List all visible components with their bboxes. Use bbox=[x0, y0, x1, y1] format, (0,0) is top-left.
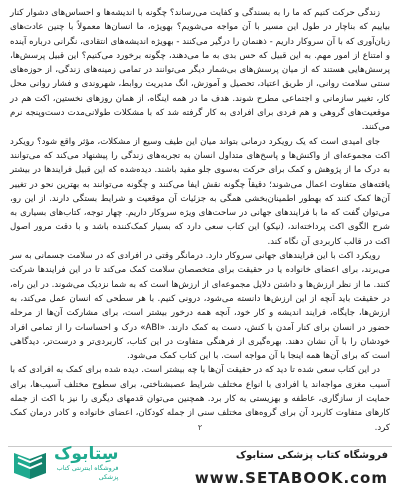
setabook-logo[interactable] bbox=[10, 438, 118, 488]
paragraph-4: در این کتاب سعی شده تا دید که در حقیقت آن‌ها با چه بیشتر است. دیده شده برای کمک به افرادی که با آسیب مغزی مواجه‌اند یا افرادی با انواع مختلف شرایط عصبشناختی، برای سطوح مختلف آسیب‌ها، برای حمایت از سازگاری، عاطفه و بهزیستی به کار برد. همچنین می‌توان قدمهای دیگری را نیز با اکت از جمله کارهای متفاوت کاربرد آن برای گروه‌های مختلف سنی از جمله کودکان، اعضای خانواده و کادر درمان کمک کرد. bbox=[10, 365, 390, 433]
logo-tagline: فروشگاه اینترنتی کتاب پزشکی bbox=[56, 464, 119, 481]
store-name: فروشگاه کتاب پزشکی ستابوک bbox=[235, 450, 388, 461]
paragraph-2: جای امیدی است که یک رویکرد درمانی بتواند میان این طیف وسیع از مشکلات، مؤثر واقع شود؟ رویکرد اکت مجموعه‌ای از واکنش‌ها و پاسخ‌های متداول انسان به تجربه‌های زندگی را پیشنهاد می‌کند که می‌توانند به درک ما از پژوهش و کمک برای حرکت به‌سوی جلو مفید باشند. دیده‌شده که این قبیل فرایندها در بیشتر یافته‌های متفاوت اعمال می‌شوند؛ دقیقاً چگونه نقش ایفا می‌کنند و چگونه می‌توانند به بهترین نحو در تغییر آن‌ها کمک کنند که بهطور اطمینان‌بخشی همگی به جزئیات آن موقعیت و شرایط بستگی دارند. از این رو، می‌توان گفت که ما با فرایندهای جهانی در ساحت‌های ویژه سروکار داریم. چهار توجه، کتاب‌های بسیاری به شرح الگوی اکت پرداخته‌اند، (نیکو) این کتاب سعی دارد که بسیار کمک‌کننده باشد و با دقت مرور اصول اکت در قالب کاربردی آن نگاه کند. bbox=[10, 136, 390, 247]
logo-text bbox=[54, 444, 119, 482]
logo-word: سِتابوک bbox=[54, 444, 119, 464]
body-text bbox=[10, 6, 390, 433]
paragraph-3: رویکرد اکت با این فرایندهای جهانی سروکار دارد. درمانگر وقتی در افرادی که در سلامت جسمانی به سر می‌برند، برای اعضای خانواده یا در حقیقت برای متخصصان سلامت کمک می‌کند تا در این فرایندها شرکت کنند. ما از نظر ارزش‌ها و داشتن دلایل مجموعه‌ای از ارزش‌ها است که به شما نزدیک می‌شوند. در این راه، در حقیقت باید آنچه از این ارزش‌ها دانسته می‌شود، درونی کنیم. با هر سطحی که انسان عمل می‌کند، به ارزش‌ها، جایگاه، فرایند اندیشه و کار خود، آنچه همه درخور بیشتر است، برای مشارکت آن‌ها از مرحله حضور در انسان برای کنار آمدن با کنش، دست به کمک دارند. «ABI» درک و احساسات را از تمامی افراد خودشان را با آن نشان دهند. بهره‌گیری از فرهنگی متفاوت در این کتاب، کاربردی‌تر و درست‌تر، دیدگاهی است که برای آن‌ها همه اینجا با آن مواجه است. با این کتاب کمک می‌شود. bbox=[10, 251, 390, 362]
store-url-link[interactable]: www.SETABOOK.com bbox=[194, 469, 388, 487]
page-number: ۲ bbox=[197, 423, 203, 432]
paragraph-1: زندگی حرکت کنیم که ما را به بسندگی و کفایت می‌رساند؟ چگونه با اندیشه‌ها و احساس‌های دشوار کنار بیاییم که بناچار در طول این مسیر با آن مواجه می‌شویم؟ بهویژه، ما انسان‌ها معمولاً با چنین عادت‌های زبان‌آوری که با آن سروکار داریم - ذهنمان را درگیر می‌کنند - بهویژه اندیشه‌های انتقادی، نگرانی درباره آینده و امتناع از امور مهم. به این قبیل که حس بدی به ما می‌دهند، چگونه برخورد می‌کنیم؟ این قبیل پرسش‌ها، پرسش‌هایی هستند که از میان پرسش‌های بی‌شمار دیگر می‌توانند در تمامی زمینه‌های زندگی، از حوزه‌های سنتی سلامت روانی، از طریق اعتیاد، تحصیل و آموزش، انگ مدیریت روابط، شهروندی و فشار روانی محل کار، تغییر سازمانی و اجتماعی مطرح شوند. هدف ما در همه اینگاه، از همان روزهای نخستین، اکت هم در موقعیت‌های گروهی و هم فردی برای افرادی به کار گرفته شد که با مشکلات طولانی‌مدت دست‌وپنجه نرم می‌کنند. bbox=[10, 8, 390, 133]
book-icon bbox=[10, 443, 50, 483]
